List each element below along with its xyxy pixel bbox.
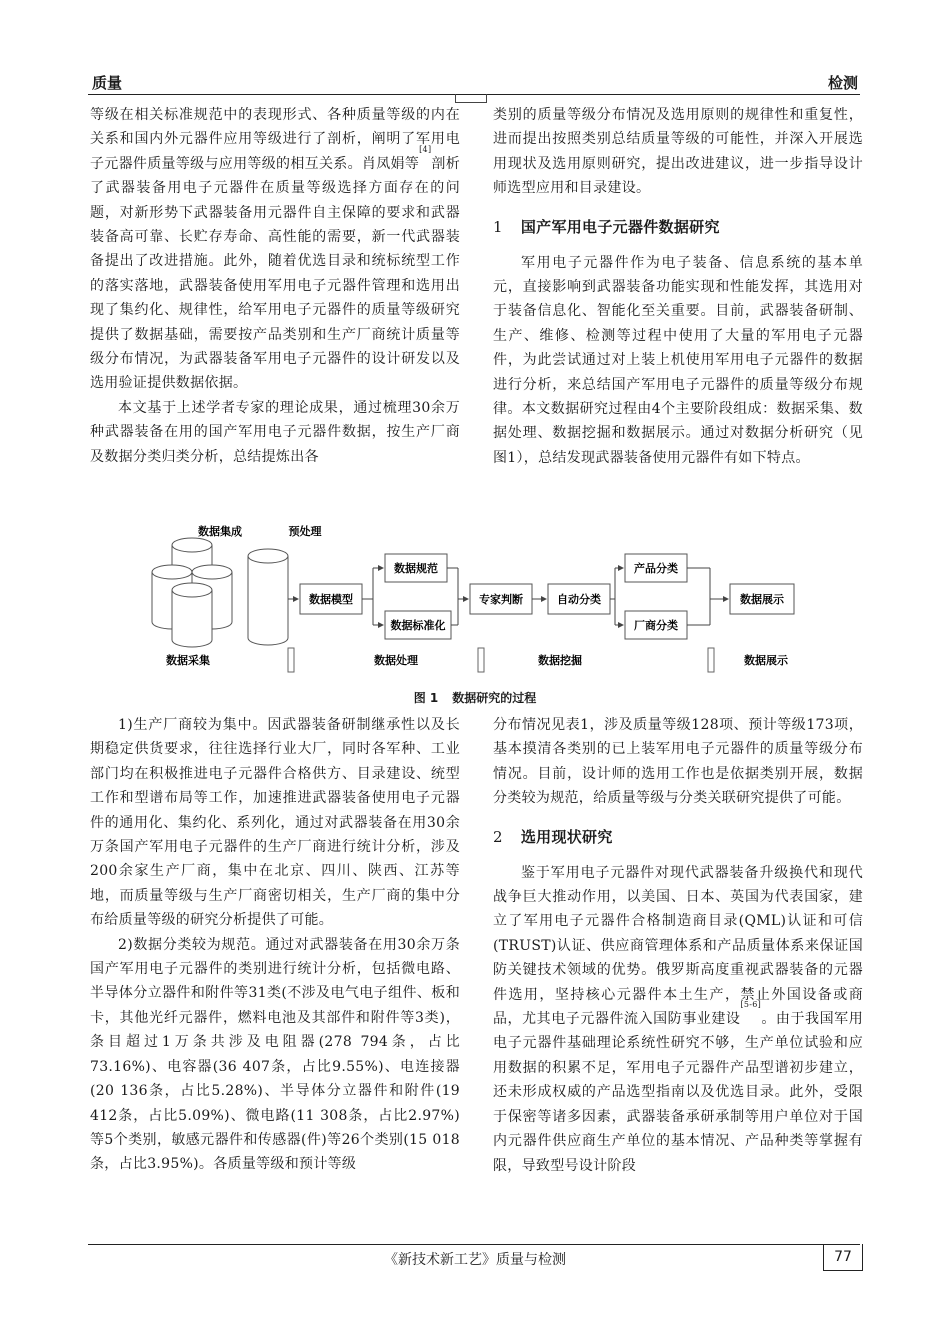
svg-text:数据展示: 数据展示: [740, 593, 784, 606]
paragraph: 鉴于军用电子元器件对现代武器装备升级换代和现代战争巨大推动作用，以美国、日本、英国为代表国家，建立了军用电子元器件合格制造商目录(QML)认证和可信(TRUST)认证、供应商管理体系和产品质量体系来保证国防关键技术领域的优势。俄罗斯高度重视武器装备的元器件选用，坚持核心元器件本土生产，禁止外国设备或商品，尤其电子元器件流入国防事业建设[5-6]。由于我国军用电子元器件基础理论系统性研究不够，生产单位试验和应用数据的积累不足，军用电子元器件产品型谱初步建立，还未形成权威的产品选型指南以及优选目录。此外，受限于保密等诸多因素，武器装备承研承制等用户单位对于国内元器件供应商生产单位的基本情况、产品种类等掌握有限，导致型号设计阶段: [493, 864, 863, 1174]
paragraph: 2)数据分类较为规范。通过对武器装备在用30余万条国产军用电子元器件的类别进行统计分析，包括微电路、半导体分立器件和附件等31类(不涉及电气电子组件、板和卡，其他光纤元器件，燃料电池及其部件和附件等3类)，条目超过1万条共涉及电阻器(278 794条，占比73.16%)、电容器(36 407条，占比9.55%)、电连接器(20 136条，占比5.28%)、半导体分立器件和附件(19 412条，占比5.09%)、微电路(11 308条，占比2.97%)等5个类别，敏感元器件和传感器(件)等26个类别(15 018条，占比3.95%)。各质量等级和预计等级: [90, 936, 460, 1173]
svg-text:专家判断: 专家判断: [479, 593, 523, 606]
column-top-left: [90, 103, 460, 469]
svg-text:自动分类: 自动分类: [557, 593, 601, 606]
svg-text:产品分类: 产品分类: [634, 562, 678, 575]
figure-1-data-process-diagram: [120, 518, 820, 683]
citation-ref[interactable]: [5-6]: [740, 1000, 762, 1010]
stage-process: 数据处理: [374, 654, 418, 667]
stage-collect: 数据采集: [166, 654, 210, 667]
stage-mining: 数据挖掘: [538, 654, 582, 667]
running-header-right: 检测: [827, 74, 858, 92]
paragraph: 本文基于上述学者专家的理论成果，通过梳理30余万种武器装备在用的国产军用电子元器件数据，按生产厂商及数据分类归类分析，总结提炼出各: [90, 399, 460, 465]
paragraph: 类别的质量等级分布情况及选用原则的规律性和重复性，进而提出按照类别总结质量等级的可能性，并深入开展选用现状及选用原则研究，提出改进建议，进一步指导设计师选型应用和目录建设。: [493, 107, 863, 197]
header-center-mark: [455, 94, 487, 103]
paragraph: 等级在相关标准规范中的表现形式、各种质量等级的内在关系和国内外元器件应用等级进行了剖析，阐明了军用电子元器件质量等级与应用等级的相互关系。肖凤娟等[4]剖析了武器装备用电子元器件在质量等级选择方面存在的问题，对新形势下武器装备用元器件自主保障的要求和武器装备高可靠、长贮存寿命、高性能的需要，新一代武器装备提出了改进措施。此外，随着优选目录和统标统型工作的落实落地，武器装备使用军用电子元器件管理和选用出现了集约化、规律性，给军用电子元器件的质量等级研究提供了数据基础，需要按产品类别和生产厂商统计质量等级分布情况，为武器装备军用电子元器件的设计研发以及选用验证提供数据依据。: [90, 107, 460, 392]
column-bottom-right: [493, 713, 863, 1178]
stage-separators: [288, 648, 714, 672]
svg-text:数据模型: 数据模型: [309, 593, 353, 606]
running-header-left: 质量: [92, 74, 123, 92]
figure-caption: 图 1 数据研究的过程: [413, 691, 537, 705]
svg-text:数据规范: 数据规范: [394, 562, 438, 575]
stage-display: 数据展示: [744, 654, 788, 667]
label-preprocess: 预处理: [288, 525, 322, 538]
svg-text:数据标准化: 数据标准化: [390, 619, 446, 632]
column-top-right: [493, 103, 863, 470]
paragraph: 1)生产厂商较为集中。因武器装备研制继承性以及长期稳定供货要求，往往选择行业大厂，同时各军种、工业部门均在积极推进电子元器件合格供方、目录建设、统型工作和型谱布局等工作，加速推进武器装备使用电子元器件的通用化、集约化、系列化，通过对武器装备在用30余万条国产军用电子元器件的生产厂商进行统计分析，涉及200余家生产厂商，集中在北京、四川、陕西、江苏等地，而质量等级与生产厂商密切相关，生产厂商的集中分布给质量等级的研究分析提供了可能。: [90, 717, 460, 929]
journal-title: 《新技术新工艺》质量与检测: [384, 1252, 566, 1268]
preprocess-cylinder-icon: [248, 549, 288, 645]
section-heading-2: 2 选用现状研究: [493, 827, 613, 846]
paragraph: 军用电子元器件作为电子装备、信息系统的基本单元，直接影响到武器装备功能实现和性能发挥，其选用对于装备信息化、智能化至关重要。目前，武器装备研制、生产、维修、检测等过程中使用了大量的军用电子元器件，为此尝试通过对上装上机使用军用电子元器件的数据进行分析，来总结国产军用电子元器件的质量等级分布规律。本文数据研究过程由4个主要阶段组成：数据采集、数据处理、数据挖掘和数据展示。通过对数据分析研究（见图1），总结发现武器装备使用元器件有如下特点。: [493, 254, 863, 466]
paragraph: 分布情况见表1，涉及质量等级128项、预计等级173项，基本摸清各类别的已上装军用电子元器件的质量等级分布情况。目前，设计师的选用工作也是依据类别开展，数据分类较为规范，给质量等级与分类关联研究提供了可能。: [493, 717, 863, 807]
citation-ref[interactable]: [4]: [419, 144, 432, 154]
database-cylinders-icon: [152, 538, 232, 647]
svg-text:厂商分类: 厂商分类: [634, 619, 678, 632]
label-data-integration: 数据集成: [198, 525, 242, 538]
footer-rule: [88, 1244, 860, 1245]
section-heading-1: 1 国产军用电子元器件数据研究: [493, 217, 720, 236]
page-number: 77: [823, 1244, 863, 1271]
column-bottom-left: [90, 713, 460, 1177]
